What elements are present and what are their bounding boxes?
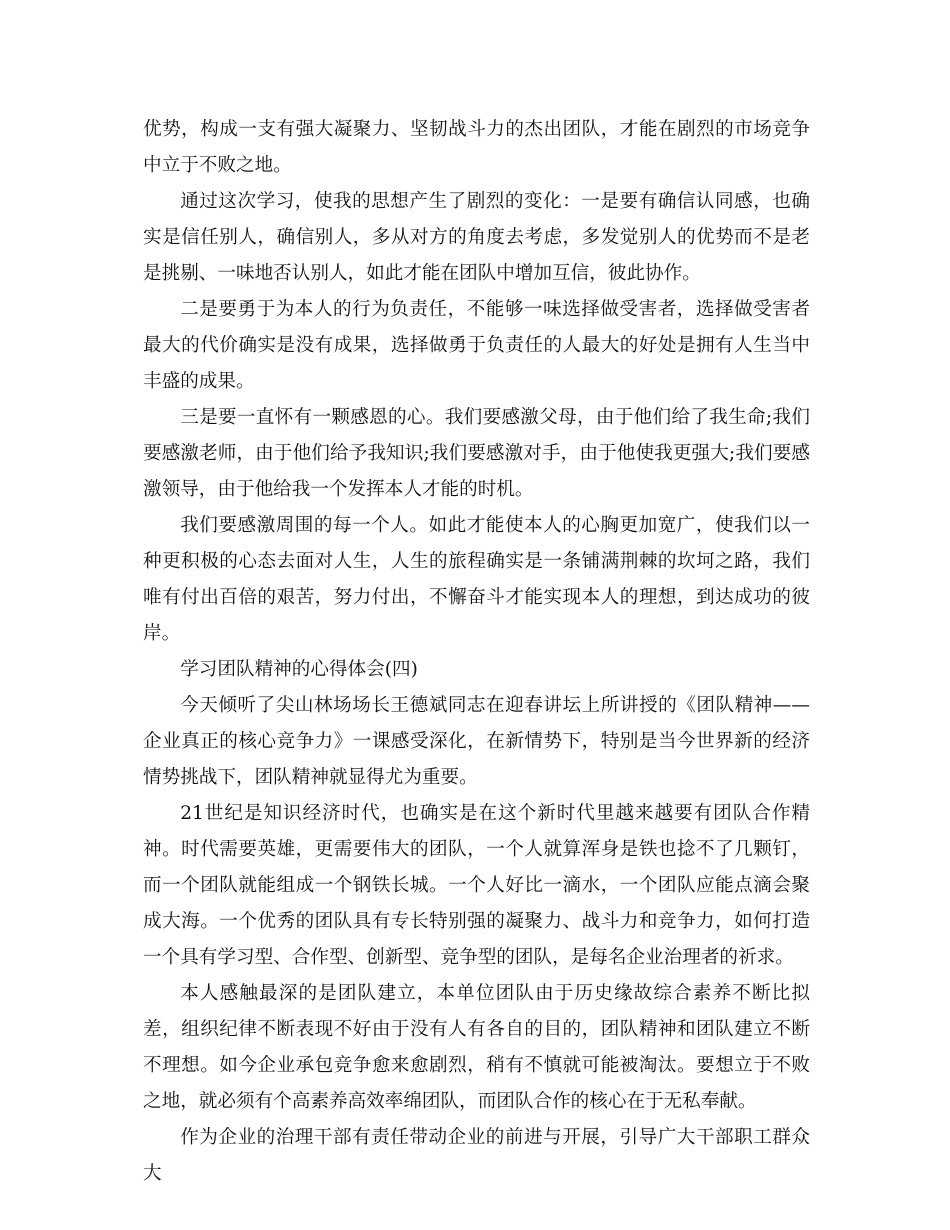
paragraph: 三是要一直怀有一颗感恩的心。我们要感激父母，由于他们给了我生命;我们要感激老师，由于他们给予我知识;我们要感激对手，由于他使我更强大;我们要感激领导，由于他给我一个发挥本人才能的时机。	[143, 407, 810, 500]
paragraph: 作为企业的治理干部有责任带动企业的前进与开展，引导广大干部职工群众大	[143, 1127, 810, 1184]
paragraph: 通过这次学习，使我的思想产生了剧烈的变化：一是要有确信认同感，也确实是信任别人，确信别人，多从对方的角度去考虑，多发觉别人的优势而不是老是挑剔、一味地否认别人，如此才能在团队中增加互信，彼此协作。	[143, 191, 810, 284]
paragraph: 本人感触最深的是团队建立，本单位团队由于历史缘故综合素养不断比拟差，组织纪律不断表现不好由于没有人有各自的目的，团队精神和团队建立不断不理想。如今企业承包竞争愈来愈剧烈，稍有不慎就可能被淘汰。要想立于不败之地，就必须有个高素养高效率绵团队，而团队合作的核心在于无私奉献。	[143, 983, 810, 1112]
paragraph: 我们要感激周围的每一个人。如此才能使本人的心胸更加宽广，使我们以一种更积极的心态去面对人生，人生的旅程确实是一条铺满荆棘的坎坷之路，我们唯有付出百倍的艰苦，努力付出，不懈奋斗才能实现本人的理想，到达成功的彼岸。	[143, 515, 810, 644]
paragraph: 优势，构成一支有强大凝聚力、坚韧战斗力的杰出团队，才能在剧烈的市场竞争中立于不败之地。	[143, 119, 810, 176]
document-body	[143, 112, 810, 1192]
paragraph: 21世纪是知识经济时代，也确实是在这个新时代里越来越要有团队合作精神。时代需要英雄，更需要伟大的团队，一个人就算浑身是铁也捻不了几颗钉，而一个团队就能组成一个钢铁长城。一个人好比一滴水，一个团队应能点滴会聚成大海。一个优秀的团队具有专长特别强的凝聚力、战斗力和竞争力，如何打造一个具有学习型、合作型、创新型、竞争型的团队，是每名企业治理者的祈求。	[143, 803, 810, 968]
paragraph: 二是要勇于为本人的行为负责任，不能够一味选择做受害者，选择做受害者最大的代价确实是没有成果，选择做勇于负责任的人最大的好处是拥有人生当中丰盛的成果。	[143, 299, 810, 392]
paragraph: 今天倾听了尖山林场场长王德斌同志在迎春讲坛上所讲授的《团队精神——企业真正的核心竞争力》一课感受深化，在新情势下，特别是当今世界新的经济情势挑战下，团队精神就显得尤为重要。	[143, 695, 810, 788]
section-heading: 学习团队精神的心得体会(四)	[180, 659, 418, 680]
